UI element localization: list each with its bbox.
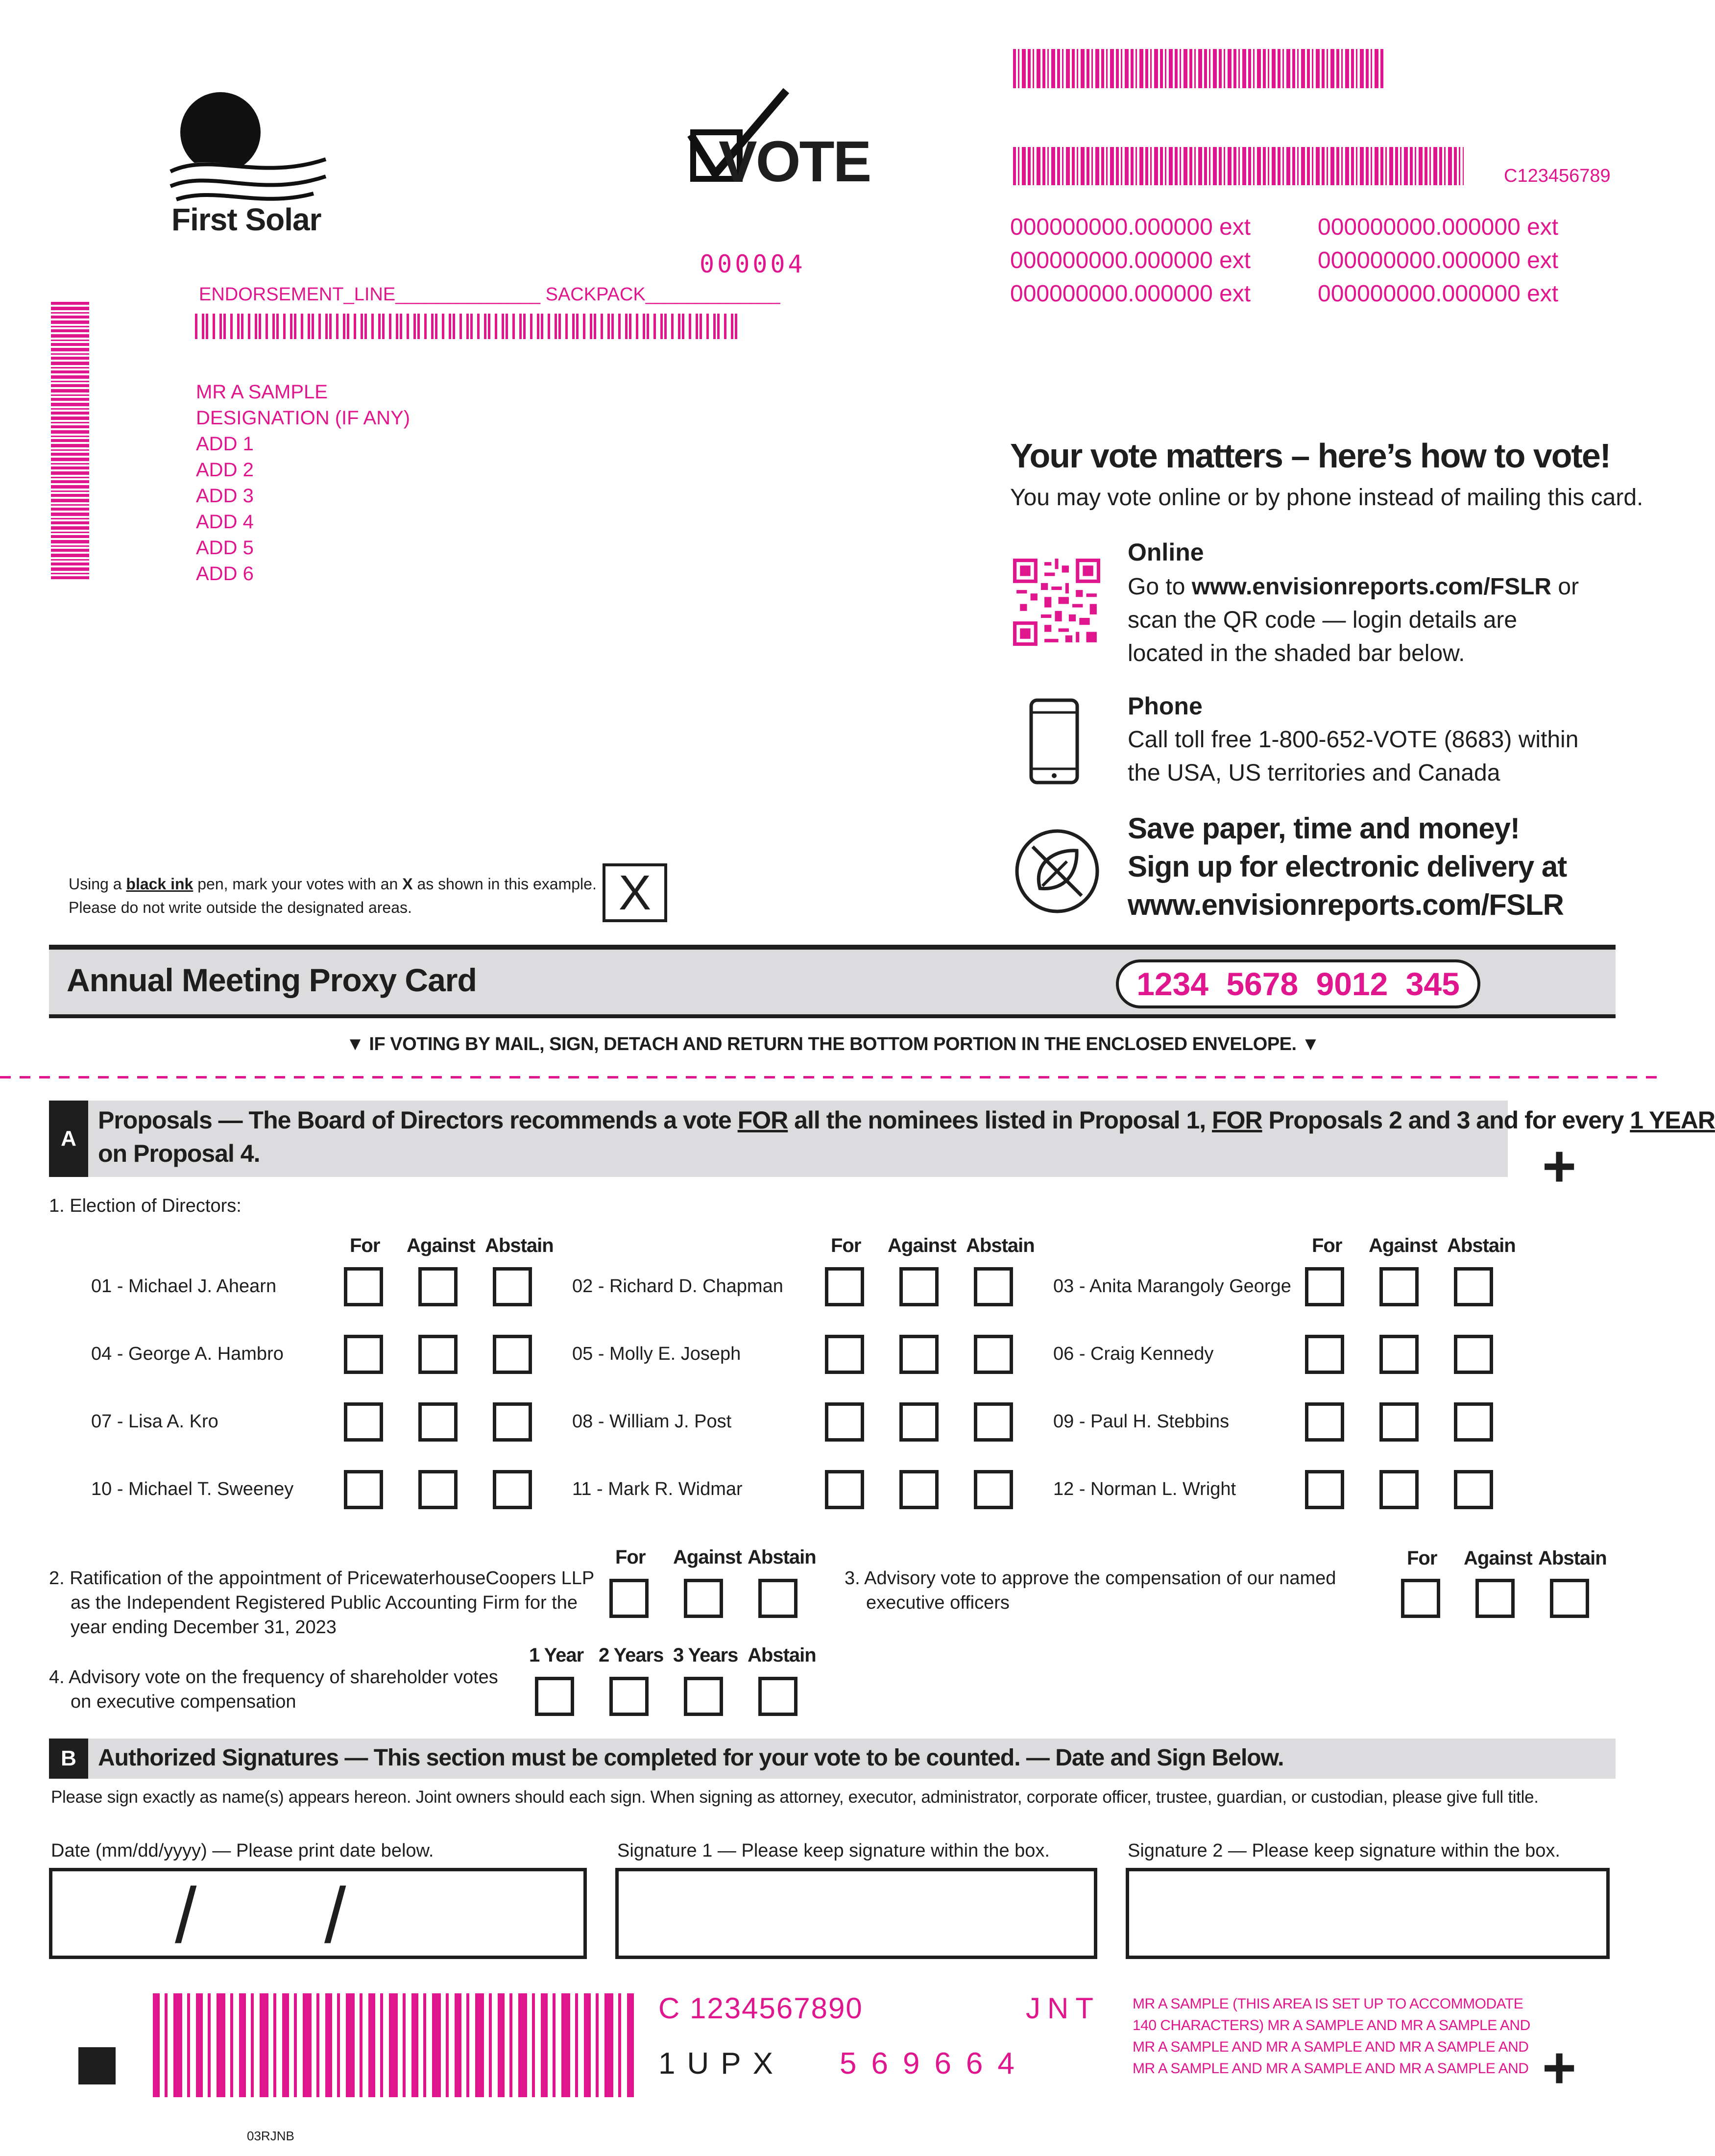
vote-against-checkbox[interactable]: [1379, 1470, 1419, 1509]
col-for: For: [1407, 1547, 1437, 1569]
vote-abstain-checkbox[interactable]: [493, 1267, 532, 1306]
vote-for-checkbox[interactable]: [1305, 1267, 1344, 1306]
address-line: ADD 3: [196, 485, 254, 507]
phone-line-2: the USA, US territories and Canada: [1128, 760, 1500, 786]
vote-logo: [688, 88, 870, 194]
proposal-4-line: 4. Advisory vote on the frequency of shareholder votes: [49, 1667, 498, 1688]
proposal-3-abstain-checkbox[interactable]: [1550, 1579, 1589, 1618]
vote-against-checkbox[interactable]: [1379, 1267, 1419, 1306]
vote-for-checkbox[interactable]: [344, 1402, 383, 1442]
nominee-label: 02 - Richard D. Chapman: [572, 1276, 783, 1297]
proposal-4-2-years-checkbox[interactable]: [609, 1677, 649, 1716]
card-title: Annual Meeting Proxy Card: [67, 962, 477, 998]
nominee-label: 12 - Norman L. Wright: [1053, 1479, 1236, 1499]
col-3-years: 3 Years: [673, 1644, 738, 1666]
vote-abstain-checkbox[interactable]: [1454, 1335, 1493, 1374]
proposal-2-line: year ending December 31, 2023: [71, 1617, 337, 1638]
proposal-2-abstain-checkbox[interactable]: [758, 1579, 797, 1618]
proposal-4-text: [49, 1665, 498, 1714]
date-separator: /: [324, 1871, 346, 1959]
proposal-4-line: on executive compensation: [71, 1691, 296, 1712]
endorsement-line: ENDORSEMENT_LINE______________ SACKPACK_____________: [199, 284, 780, 305]
vote-against-checkbox[interactable]: [1379, 1335, 1419, 1374]
vote-abstain-checkbox[interactable]: [974, 1470, 1013, 1509]
proposal-2-line: 2. Ratification of the appointment of PricewaterhouseCoopers LLP: [49, 1568, 595, 1589]
nominee-label: 07 - Lisa A. Kro: [91, 1411, 218, 1432]
sample-line: MR A SAMPLE (THIS AREA IS SET UP TO ACCOMMODATE: [1133, 1996, 1523, 2012]
ext-line: 000000000.000000 ext: [1010, 247, 1251, 273]
account-barcode: [1013, 147, 1464, 185]
section-a-title: [98, 1103, 1715, 1170]
col-abstain: Abstain: [1447, 1235, 1516, 1256]
nominee-label: 09 - Paul H. Stebbins: [1053, 1411, 1230, 1432]
online-text: [1128, 570, 1579, 670]
proposal-4-abstain-checkbox[interactable]: [758, 1677, 797, 1716]
col-against: Against: [673, 1546, 742, 1568]
phone-text: [1128, 723, 1578, 790]
ext-column-left: [1010, 211, 1251, 311]
col-for: For: [350, 1235, 380, 1256]
section-a-badge: A: [49, 1101, 88, 1177]
vote-abstain-checkbox[interactable]: [1454, 1267, 1493, 1306]
vote-against-checkbox[interactable]: [418, 1470, 458, 1509]
edelivery-line-1: Save paper, time and money!: [1128, 812, 1520, 845]
postal-barcode: [195, 314, 739, 339]
vote-text: VOTE: [719, 129, 870, 194]
vote-for-checkbox[interactable]: [1305, 1470, 1344, 1509]
instruction-line-2: Please do not write outside the designated areas.: [69, 899, 412, 916]
col-abstain: Abstain: [485, 1235, 554, 1256]
col-against: Against: [1464, 1547, 1532, 1569]
signature-1-label: Signature 1 — Please keep signature within the box.: [617, 1840, 1050, 1861]
address-line: ADD 2: [196, 459, 254, 481]
vote-for-checkbox[interactable]: [825, 1470, 864, 1509]
footer-code: C 1234567890: [658, 1992, 863, 2025]
vote-against-checkbox[interactable]: [899, 1267, 939, 1306]
vote-abstain-checkbox[interactable]: [493, 1470, 532, 1509]
col-abstain: Abstain: [748, 1644, 816, 1666]
proposal-3-for-checkbox[interactable]: [1401, 1579, 1440, 1618]
nominee-label: 05 - Molly E. Joseph: [572, 1344, 741, 1364]
proposal-2-against-checkbox[interactable]: [684, 1579, 723, 1618]
vote-abstain-checkbox[interactable]: [493, 1402, 532, 1442]
online-line-2: scan the QR code — login details are: [1128, 607, 1518, 633]
first-solar-logo: [167, 91, 333, 243]
section-b-title: Authorized Signatures — This section must be completed for your vote to be counted. — Date and Sign Below.: [98, 1745, 1284, 1771]
qr-code-icon: [1013, 559, 1100, 646]
date-label: Date (mm/dd/yyyy) — Please print date below.: [51, 1840, 434, 1861]
how-to-vote-subheading: You may vote online or by phone instead of mailing this card.: [1010, 485, 1643, 511]
how-to-vote-heading: Your vote matters – here’s how to vote!: [1010, 437, 1611, 475]
sun-logo-icon: [167, 91, 333, 213]
address-line: ADD 4: [196, 511, 254, 533]
vote-against-checkbox[interactable]: [899, 1402, 939, 1442]
col-for: For: [1312, 1235, 1342, 1256]
signature-2-label: Signature 2 — Please keep signature within the box.: [1128, 1840, 1560, 1861]
phone-icon: [1029, 698, 1080, 785]
alignment-square: [78, 2047, 116, 2084]
ext-line: 000000000.000000 ext: [1318, 281, 1559, 307]
nominee-label: 10 - Michael T. Sweeney: [91, 1479, 294, 1499]
address-block: [196, 379, 410, 587]
address-line: ADD 1: [196, 433, 254, 455]
qr-code: [1013, 559, 1100, 646]
col-abstain: Abstain: [966, 1235, 1035, 1256]
vote-against-checkbox[interactable]: [1379, 1402, 1419, 1442]
ext-line: 000000000.000000 ext: [1010, 214, 1251, 240]
vote-abstain-checkbox[interactable]: [974, 1335, 1013, 1374]
vote-against-checkbox[interactable]: [418, 1267, 458, 1306]
nominee-label: 06 - Craig Kennedy: [1053, 1344, 1214, 1364]
date-input-box[interactable]: [49, 1868, 587, 1959]
vote-abstain-checkbox[interactable]: [493, 1335, 532, 1374]
vote-for-checkbox[interactable]: [825, 1335, 864, 1374]
col-2-years: 2 Years: [599, 1644, 664, 1666]
vote-for-checkbox[interactable]: [1305, 1335, 1344, 1374]
nominee-label: 11 - Mark R. Widmar: [572, 1479, 743, 1499]
proposal-4-1-year-checkbox[interactable]: [535, 1677, 574, 1716]
vote-abstain-checkbox[interactable]: [974, 1267, 1013, 1306]
section-b-instructions: Please sign exactly as name(s) appears hereon. Joint owners should each sign. When signing as attorney, executor, administrator, corporate officer, trustee, guardian, or custodian, please give full title.: [51, 1788, 1539, 1807]
header-bottom-rule: [49, 1014, 1616, 1018]
online-line-1: Go to www.envisionreports.com/FSLR or: [1128, 574, 1579, 600]
col-1-year: 1 Year: [529, 1644, 584, 1666]
election-label: 1. Election of Directors:: [49, 1196, 242, 1216]
footer-number: 569664: [840, 2047, 1029, 2081]
proposal-2-line: as the Independent Registered Public Accounting Firm for the: [71, 1592, 578, 1613]
vote-against-checkbox[interactable]: [899, 1335, 939, 1374]
nominee-label: 08 - William J. Post: [572, 1411, 732, 1432]
marking-instructions: [69, 872, 597, 919]
col-against: Against: [407, 1235, 475, 1256]
address-line: MR A SAMPLE: [196, 381, 328, 403]
ext-line: 000000000.000000 ext: [1010, 281, 1251, 307]
footer-barcode: [153, 1993, 638, 2097]
vote-against-checkbox[interactable]: [418, 1402, 458, 1442]
proposal-4-3-years-checkbox[interactable]: [684, 1677, 723, 1716]
perforation-line: [0, 1076, 1666, 1078]
ext-column-right: [1318, 211, 1558, 311]
col-for: For: [831, 1235, 861, 1256]
mail-notice: ▼ IF VOTING BY MAIL, SIGN, DETACH AND RETURN THE BOTTOM PORTION IN THE ENCLOSED ENVELOPE. ▼: [346, 1034, 1320, 1054]
phone-title: Phone: [1128, 692, 1203, 720]
proposal-3-line: 3. Advisory vote to approve the compensation of our named: [845, 1568, 1336, 1589]
side-barcode: [51, 300, 89, 579]
ext-line: 000000000.000000 ext: [1318, 214, 1559, 240]
sequence-number: 000004: [700, 250, 806, 278]
example-mark-box: [603, 863, 667, 922]
sample-line: 140 CHARACTERS) MR A SAMPLE AND MR A SAMPLE AND: [1133, 2017, 1530, 2034]
nominee-label: 01 - Michael J. Ahearn: [91, 1276, 277, 1297]
section-a-line-1: Proposals — The Board of Directors recommends a vote FOR all the nominees listed in Proposal 1, FOR Proposals 2 and 3 and for every 1 YEAR: [98, 1106, 1715, 1134]
signature-2-box[interactable]: [1126, 1868, 1610, 1959]
vote-for-checkbox[interactable]: [344, 1267, 383, 1306]
footer-sample-text: [1133, 1993, 1530, 2080]
date-separator: /: [175, 1871, 197, 1959]
proposal-2-text: [49, 1566, 594, 1640]
vote-abstain-checkbox[interactable]: [1454, 1470, 1493, 1509]
address-line: ADD 5: [196, 537, 254, 559]
nominee-label: 03 - Anita Marangoly George: [1053, 1276, 1291, 1297]
proposal-3-line: executive officers: [866, 1592, 1010, 1613]
control-number-pill: [1116, 959, 1480, 1008]
vote-against-checkbox[interactable]: [899, 1470, 939, 1509]
phone-line-1: Call toll free 1-800-652-VOTE (8683) within: [1128, 727, 1579, 753]
form-code: 03RJNB: [247, 2129, 294, 2143]
col-for: For: [615, 1546, 646, 1568]
vote-for-checkbox[interactable]: [344, 1470, 383, 1509]
vote-abstain-checkbox[interactable]: [974, 1402, 1013, 1442]
edelivery-link[interactable]: www.envisionreports.com/FSLR: [1128, 888, 1564, 921]
online-title: Online: [1128, 539, 1204, 566]
company-name: First Solar: [171, 202, 321, 237]
col-against: Against: [888, 1235, 956, 1256]
col-abstain: Abstain: [1538, 1547, 1607, 1569]
proposal-3-text: [845, 1566, 1336, 1615]
ext-line: 000000000.000000 ext: [1318, 247, 1559, 273]
address-line: DESIGNATION (IF ANY): [196, 407, 411, 429]
address-line: ADD 6: [196, 563, 254, 585]
example-x-mark: X: [618, 865, 652, 920]
section-a-line-2: on Proposal 4.: [98, 1140, 260, 1167]
vote-abstain-checkbox[interactable]: [1454, 1402, 1493, 1442]
vote-against-checkbox[interactable]: [418, 1335, 458, 1374]
registration-plus-top: +: [1542, 1133, 1577, 1199]
account-code: C123456789: [1504, 166, 1611, 186]
top-barcode: [1013, 49, 1385, 88]
vote-for-checkbox[interactable]: [825, 1402, 864, 1442]
online-line-3: located in the shaded bar below.: [1128, 640, 1465, 666]
sample-line: MR A SAMPLE AND MR A SAMPLE AND MR A SAMPLE AND: [1133, 2039, 1529, 2055]
header-top-rule: [49, 945, 1616, 950]
vote-for-checkbox[interactable]: [825, 1267, 864, 1306]
vote-for-checkbox[interactable]: [1305, 1402, 1344, 1442]
proposal-3-against-checkbox[interactable]: [1475, 1579, 1515, 1618]
sample-line: MR A SAMPLE AND MR A SAMPLE AND MR A SAMPLE AND: [1133, 2060, 1529, 2077]
vote-for-checkbox[interactable]: [344, 1335, 383, 1374]
footer-upx: 1UPX: [658, 2047, 785, 2081]
edelivery-line-2: Sign up for electronic delivery at: [1128, 850, 1567, 883]
instruction-line-1: Using a black ink pen, mark your votes with an X as shown in this example.: [69, 875, 597, 893]
edelivery-text: [1128, 809, 1567, 924]
envision-reports-link[interactable]: www.envisionreports.com/FSLR: [1191, 574, 1552, 600]
col-against: Against: [1369, 1235, 1437, 1256]
signature-1-box[interactable]: [615, 1868, 1097, 1959]
section-b-badge: B: [49, 1739, 88, 1779]
nominee-label: 04 - George A. Hambro: [91, 1344, 284, 1364]
leaf-icon: [1013, 827, 1101, 915]
proposal-2-for-checkbox[interactable]: [609, 1579, 649, 1618]
control-number: 1234 5678 9012 345: [1136, 966, 1460, 1002]
footer-jnt: JNT: [1026, 1992, 1100, 2025]
registration-plus-bottom: +: [1542, 2035, 1577, 2101]
col-abstain: Abstain: [748, 1546, 816, 1568]
